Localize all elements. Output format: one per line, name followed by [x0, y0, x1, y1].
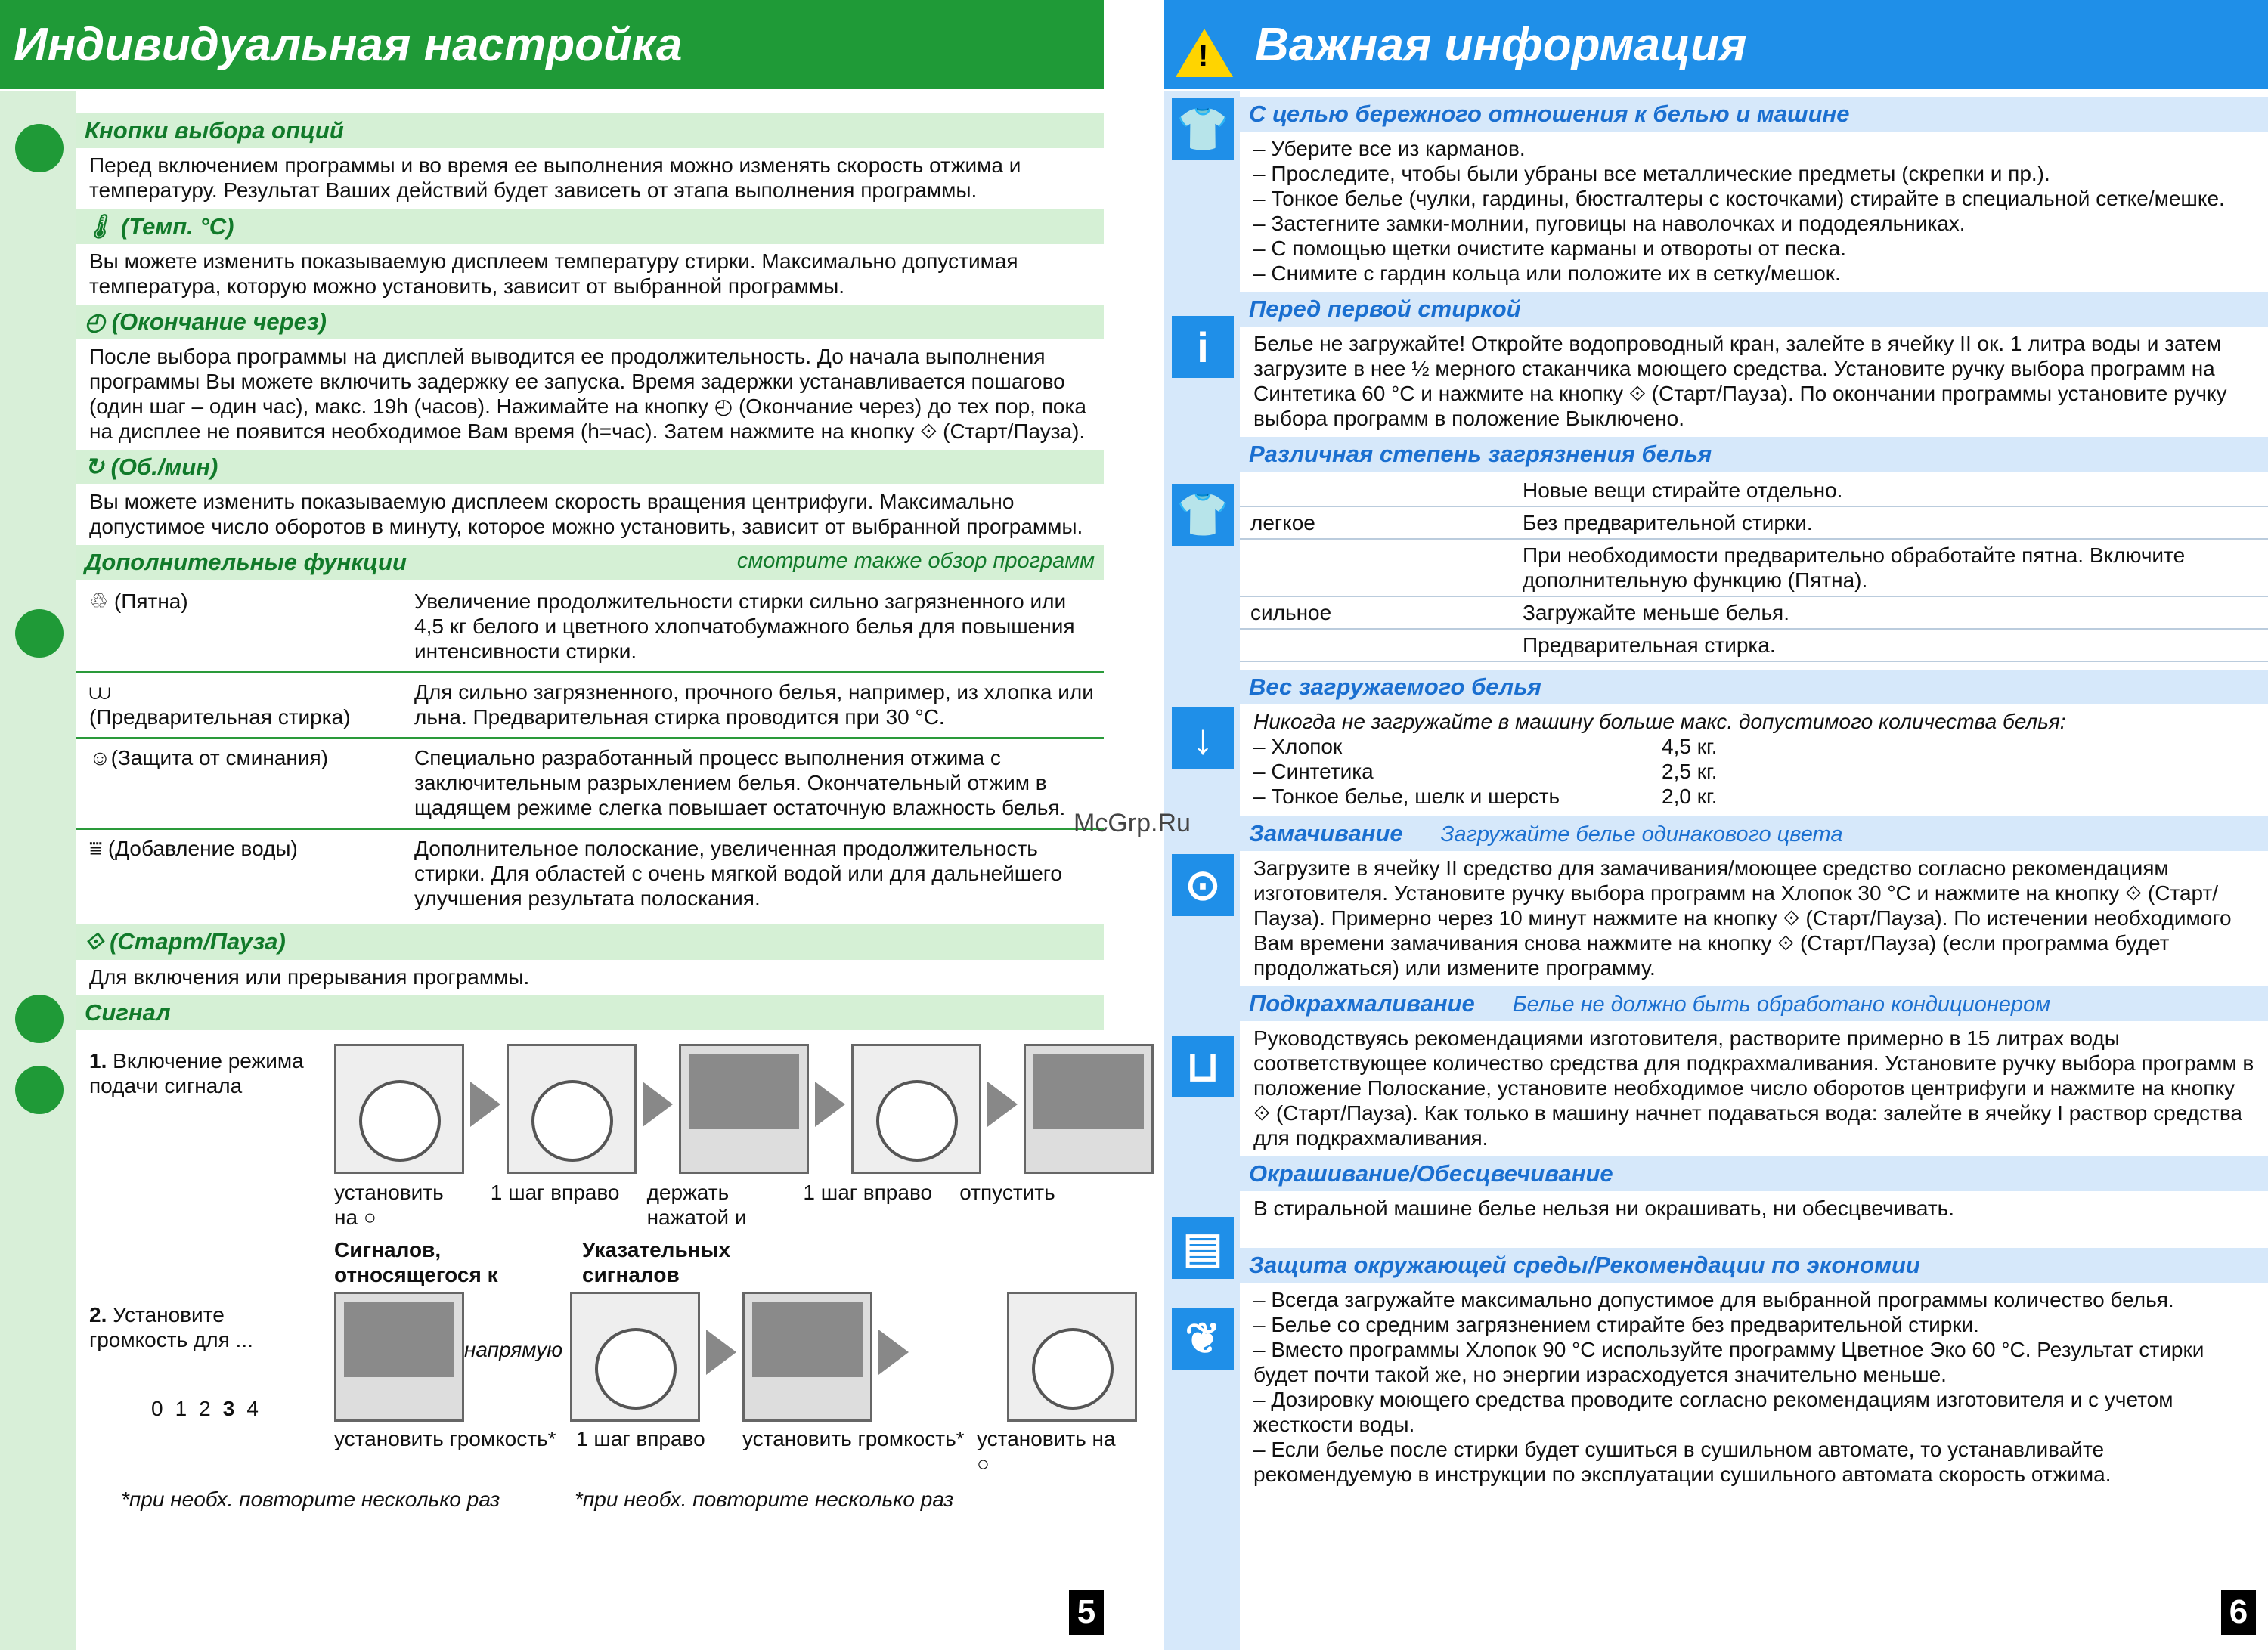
table-cell: Без предварительной стирки.: [1512, 507, 2268, 540]
starch-heading: Подкрахмаливание Белье не должно быть обработано кондиционером: [1240, 986, 2268, 1021]
list-item: – Проследите, чтобы были убраны все металлические предметы (скрепки и пр.).: [1253, 161, 2254, 186]
signal-steps: [76, 1033, 1116, 1517]
first-wash-heading: Перед первой стиркой: [1240, 292, 2268, 327]
rpm-heading: ↻ (Об./мин): [76, 450, 1104, 484]
page-number: 5: [1069, 1590, 1104, 1635]
left-page-title: Индивидуальная настройка: [0, 0, 1104, 89]
table-row: ⩊ (Предварительная стирка) Для сильно загрязненного, прочного белья, например, из хлопка или льна. Предварительная стирка проводится при 30 °С.: [76, 671, 1104, 737]
step-2-text: 2. Установите громкость для ...: [89, 1303, 253, 1351]
display-image: [679, 1044, 809, 1174]
footnote-a: *при необх. повторите несколько раз: [121, 1487, 500, 1511]
signal-head-a: Сигналов, относящегося к: [334, 1238, 498, 1286]
prewash-icon: ⩊: [89, 680, 111, 704]
arrow-right-icon: [815, 1082, 845, 1127]
soak-icon: ⊙: [1172, 854, 1234, 916]
list-item: – Дозировку моющего средства проводите согласно рекомендациям изготовителя и с учетом жесткости воды.: [1253, 1387, 2254, 1437]
options-heading: Кнопки выбора опций: [76, 113, 1104, 148]
soak-heading: Замачивание Загружайте белье одинакового цвета: [1240, 816, 2268, 851]
dial-image: [334, 1044, 464, 1174]
care-list: [1240, 135, 2268, 292]
spin-icon: ↻: [85, 454, 104, 480]
arrow-right-icon: [706, 1330, 736, 1375]
right-content: [1240, 97, 2268, 1493]
table-cell: Предварительная стирка.: [1512, 630, 2268, 662]
leaf-icon: ❦: [1172, 1308, 1234, 1370]
shirt-icon: 👕: [1172, 98, 1234, 160]
section-bullet: [15, 995, 64, 1043]
eco-heading: Защита окружающей среды/Рекомендации по экономии: [1240, 1248, 2268, 1283]
table-cell: [1240, 540, 1512, 597]
weight-intro: Никогда не загружайте в машину больше макс. допустимого количества белья:: [1253, 710, 2066, 733]
weight-down-icon: ↓: [1172, 707, 1234, 769]
start-text: Для включения или прерывания программы.: [89, 965, 530, 989]
dirt-heading: Различная степень загрязнения белья: [1240, 437, 2268, 472]
list-item: – Белье со средним загрязнением стирайте без предварительной стирки.: [1253, 1312, 2254, 1337]
display-image: [334, 1292, 464, 1422]
soak-text: Загрузите в ячейку II средство для замачивания/моющее средство согласно рекомендациям изготовителя. Установите ручку выбора программ на Хлопок 30 °С и нажмите на кнопку ⟐ (Старт/Пауза). Примерно через 10 минут нажмите на кнопку ⟐ (Старт/Пауза). По истечении необходимого Вам времени замачивания снова нажмите на кнопку ⟐ (Старт/Пауза) (если программа будет продолжаться) или измените программу.: [1253, 856, 2232, 980]
dial-image: [851, 1044, 981, 1174]
water-plus-icon: ⩸: [89, 837, 103, 860]
footnote-b: *при необх. повторите несколько раз: [575, 1487, 954, 1511]
step-1-diagram: [334, 1044, 1154, 1174]
step-2-captions: установить громкость* 1 шаг вправо установить громкость* установить на ○: [334, 1427, 1116, 1475]
signal-head-b: Указательных сигналов: [582, 1238, 731, 1286]
temp-heading: 🌡 (Темп. °С): [76, 209, 1104, 244]
list-item: – Если белье после стирки будет сушиться в сушильном автомате, то устанавливайте рекомендуемую в инструкции по эксплуатации сушильного автомата скорость отжима.: [1253, 1437, 2254, 1487]
table-cell: При необходимости предварительно обработайте пятна. Включите дополнительную функцию (Пятна).: [1512, 540, 2268, 597]
eco-list: [1240, 1286, 2268, 1493]
table-cell: Загружайте меньше белья.: [1512, 597, 2268, 630]
clock-icon: ◴: [85, 308, 106, 335]
right-page-title: Важная информация: [1164, 0, 2268, 89]
start-pause-icon: ⟐: [85, 928, 104, 955]
extra-heading: Дополнительные функции смотрите также обзор программ: [76, 545, 1104, 580]
list-item: – Всегда загружайте максимально допустимое для выбранной программы количество белья.: [1253, 1287, 2254, 1312]
volume-scale: 0 1 2 3 4: [151, 1397, 259, 1420]
list-item: – Застегните замки-молнии, пуговицы на наволочках и пододеяльниках.: [1253, 211, 2254, 236]
info-icon: i: [1172, 316, 1234, 378]
thermometer-icon: 🌡: [85, 213, 115, 240]
step-1-captions: установить на ○ 1 шаг вправо держать нажатой и 1 шаг вправо отпустить: [334, 1181, 1055, 1229]
weight-table: – Хлопок 4,5 кг. – Синтетика 2,5 кг. – Тонкое белье, шелк и шерсть 2,0 кг.: [1253, 735, 1718, 808]
arrow-right-icon: [470, 1082, 500, 1127]
care-heading: С целью бережного отношения к белью и машине: [1240, 97, 2268, 132]
right-page: [1074, 0, 2268, 1650]
dial-image: [507, 1044, 637, 1174]
direct-label: напрямую: [464, 1338, 563, 1361]
weight-heading: Вес загружаемого белья: [1240, 670, 2268, 704]
table-row: ☺(Защита от сминания) Специально разработанный процесс выполнения отжима с заключительным разрыхлением белья. Окончательный отжим в щадящем режиме слегка повышает остаточную влажность белья.: [76, 737, 1104, 828]
table-row: ⩸ (Добавление воды) Дополнительное полоскание, увеличенная продолжительность стирки. Для областей с очень мягкой водой или для дальнейшего улучшения результата полоскания.: [76, 828, 1104, 918]
table-cell: [1240, 630, 1512, 662]
options-text: Перед включением программы и во время ее выполнения можно изменять скорость отжима и температуру. Результат Ваших действий будет зависеть от этапа выполнения программы.: [89, 153, 1021, 202]
signal-heading: Сигнал: [76, 995, 1104, 1030]
display-image: [1024, 1044, 1154, 1174]
dial-image: [570, 1292, 700, 1422]
arrow-right-icon: [878, 1330, 909, 1375]
end-text: После выбора программы на дисплей выводится ее продолжительность. До начала выполнения программы Вы можете включить задержку ее запуска. Время задержки устанавливается пошагово (один шаг – один час), макс. 19h (часов). Нажимайте на кнопку ◴ (Окончание через) до тех пор, пока на дисплее не появится необходимое Вам время (h=час). Затем нажмите на кнопку ⟐ (Старт/Пауза).: [89, 345, 1086, 443]
dirt-table: [1240, 475, 2268, 662]
stained-shirt-icon: 👕: [1172, 484, 1234, 546]
first-wash-text: Белье не загружайте! Откройте водопроводный кран, залейте в ячейку II ок. 1 литра воды и затем загрузите в нее ½ мерного стаканчика моющего средства. Установите ручку выбора программ на Синтетика 60 °С и нажмите на кнопку ⟐ (Старт/Пауза). По окончании программы установите ручку выбора программ в положение Выключено.: [1253, 332, 2227, 430]
step-2-diagram: [334, 1292, 1137, 1422]
table-cell: сильное: [1240, 597, 1512, 630]
page-number: 6: [2221, 1590, 2256, 1635]
stain-icon: ♲: [89, 590, 109, 613]
starch-basin-icon: ⊔: [1172, 1036, 1234, 1097]
left-content: [76, 113, 1116, 1517]
watermark: McGrp.Ru: [1074, 809, 1191, 837]
section-bullet: [15, 609, 64, 658]
table-cell: [1240, 475, 1512, 507]
list-item: – Вместо программы Хлопок 90 °С используйте программу Цветное Эко 60 °С. Результат стирки будет почти такой же, но энергии израсходуется значительно меньше.: [1253, 1337, 2254, 1387]
table-row: ♲ (Пятна) Увеличение продолжительности стирки сильно загрязненного или 4,5 кг белого и цветного хлопчатобумажного белья для повышения интенсивности стирки.: [89, 590, 1075, 663]
extra-functions-table: [76, 583, 1104, 918]
temp-text: Вы можете изменить показываемую дисплеем температуру стирки. Максимально допустимая температура, которую можно установить, зависит от выбранной программы.: [89, 249, 1018, 298]
anti-crease-icon: ☺: [89, 746, 111, 769]
list-item: – Снимите с гардин кольца или положите их в сетку/мешок.: [1253, 261, 2254, 286]
table-cell: легкое: [1240, 507, 1512, 540]
rpm-text: Вы можете изменить показываемую дисплеем скорость вращения центрифуги. Максимально допустимое число оборотов в минуту, которое можно установить, зависит от выбранной программы.: [89, 490, 1083, 538]
arrow-right-icon: [643, 1082, 673, 1127]
list-item: – С помощью щетки очистите карманы и отвороты от песка.: [1253, 236, 2254, 261]
step-1-text: 1. Включение режима подачи сигнала: [89, 1049, 304, 1097]
start-heading: ⟐ (Старт/Пауза): [76, 924, 1104, 960]
section-bullet: [15, 1066, 64, 1114]
dye-text: В стиральной машине белье нельзя ни окрашивать, ни обесцвечивать.: [1253, 1196, 1955, 1220]
display-image: [742, 1292, 872, 1422]
end-heading: ◴ (Окончание через): [76, 305, 1104, 339]
list-item: – Уберите все из карманов.: [1253, 136, 2254, 161]
table-cell: Новые вещи стирайте отдельно.: [1512, 475, 2268, 507]
starch-text: Руководствуясь рекомендациями изготовителя, растворите примерно в 15 литрах воды соответствующее количество средства для подкрахмаливания. Установите ручку выбора программ в положение Полоскание, установите необходимое число оборотов центрифуги и нажмите на кнопку ⟐ (Старт/Пауза). Как только в машину начнет подаваться вода: залейте в ячейку I раствор средства для подкрахмаливания.: [1253, 1026, 2254, 1150]
list-item: – Тонкое белье (чулки, гардины, бюстгалтеры с косточками) стирайте в специальной сетке/мешке.: [1253, 186, 2254, 211]
dye-heading: Окрашивание/Обесцвечивание: [1240, 1156, 2268, 1191]
section-bullet: [15, 124, 64, 172]
warning-icon: !: [1176, 29, 1233, 77]
left-page: [0, 0, 1116, 1650]
arrow-right-icon: [987, 1082, 1018, 1127]
dye-icon: ▤: [1172, 1217, 1234, 1279]
dial-image: [1007, 1292, 1137, 1422]
extra-see-also: смотрите также обзор программ: [736, 549, 1095, 573]
left-side-strip: [0, 91, 76, 1650]
